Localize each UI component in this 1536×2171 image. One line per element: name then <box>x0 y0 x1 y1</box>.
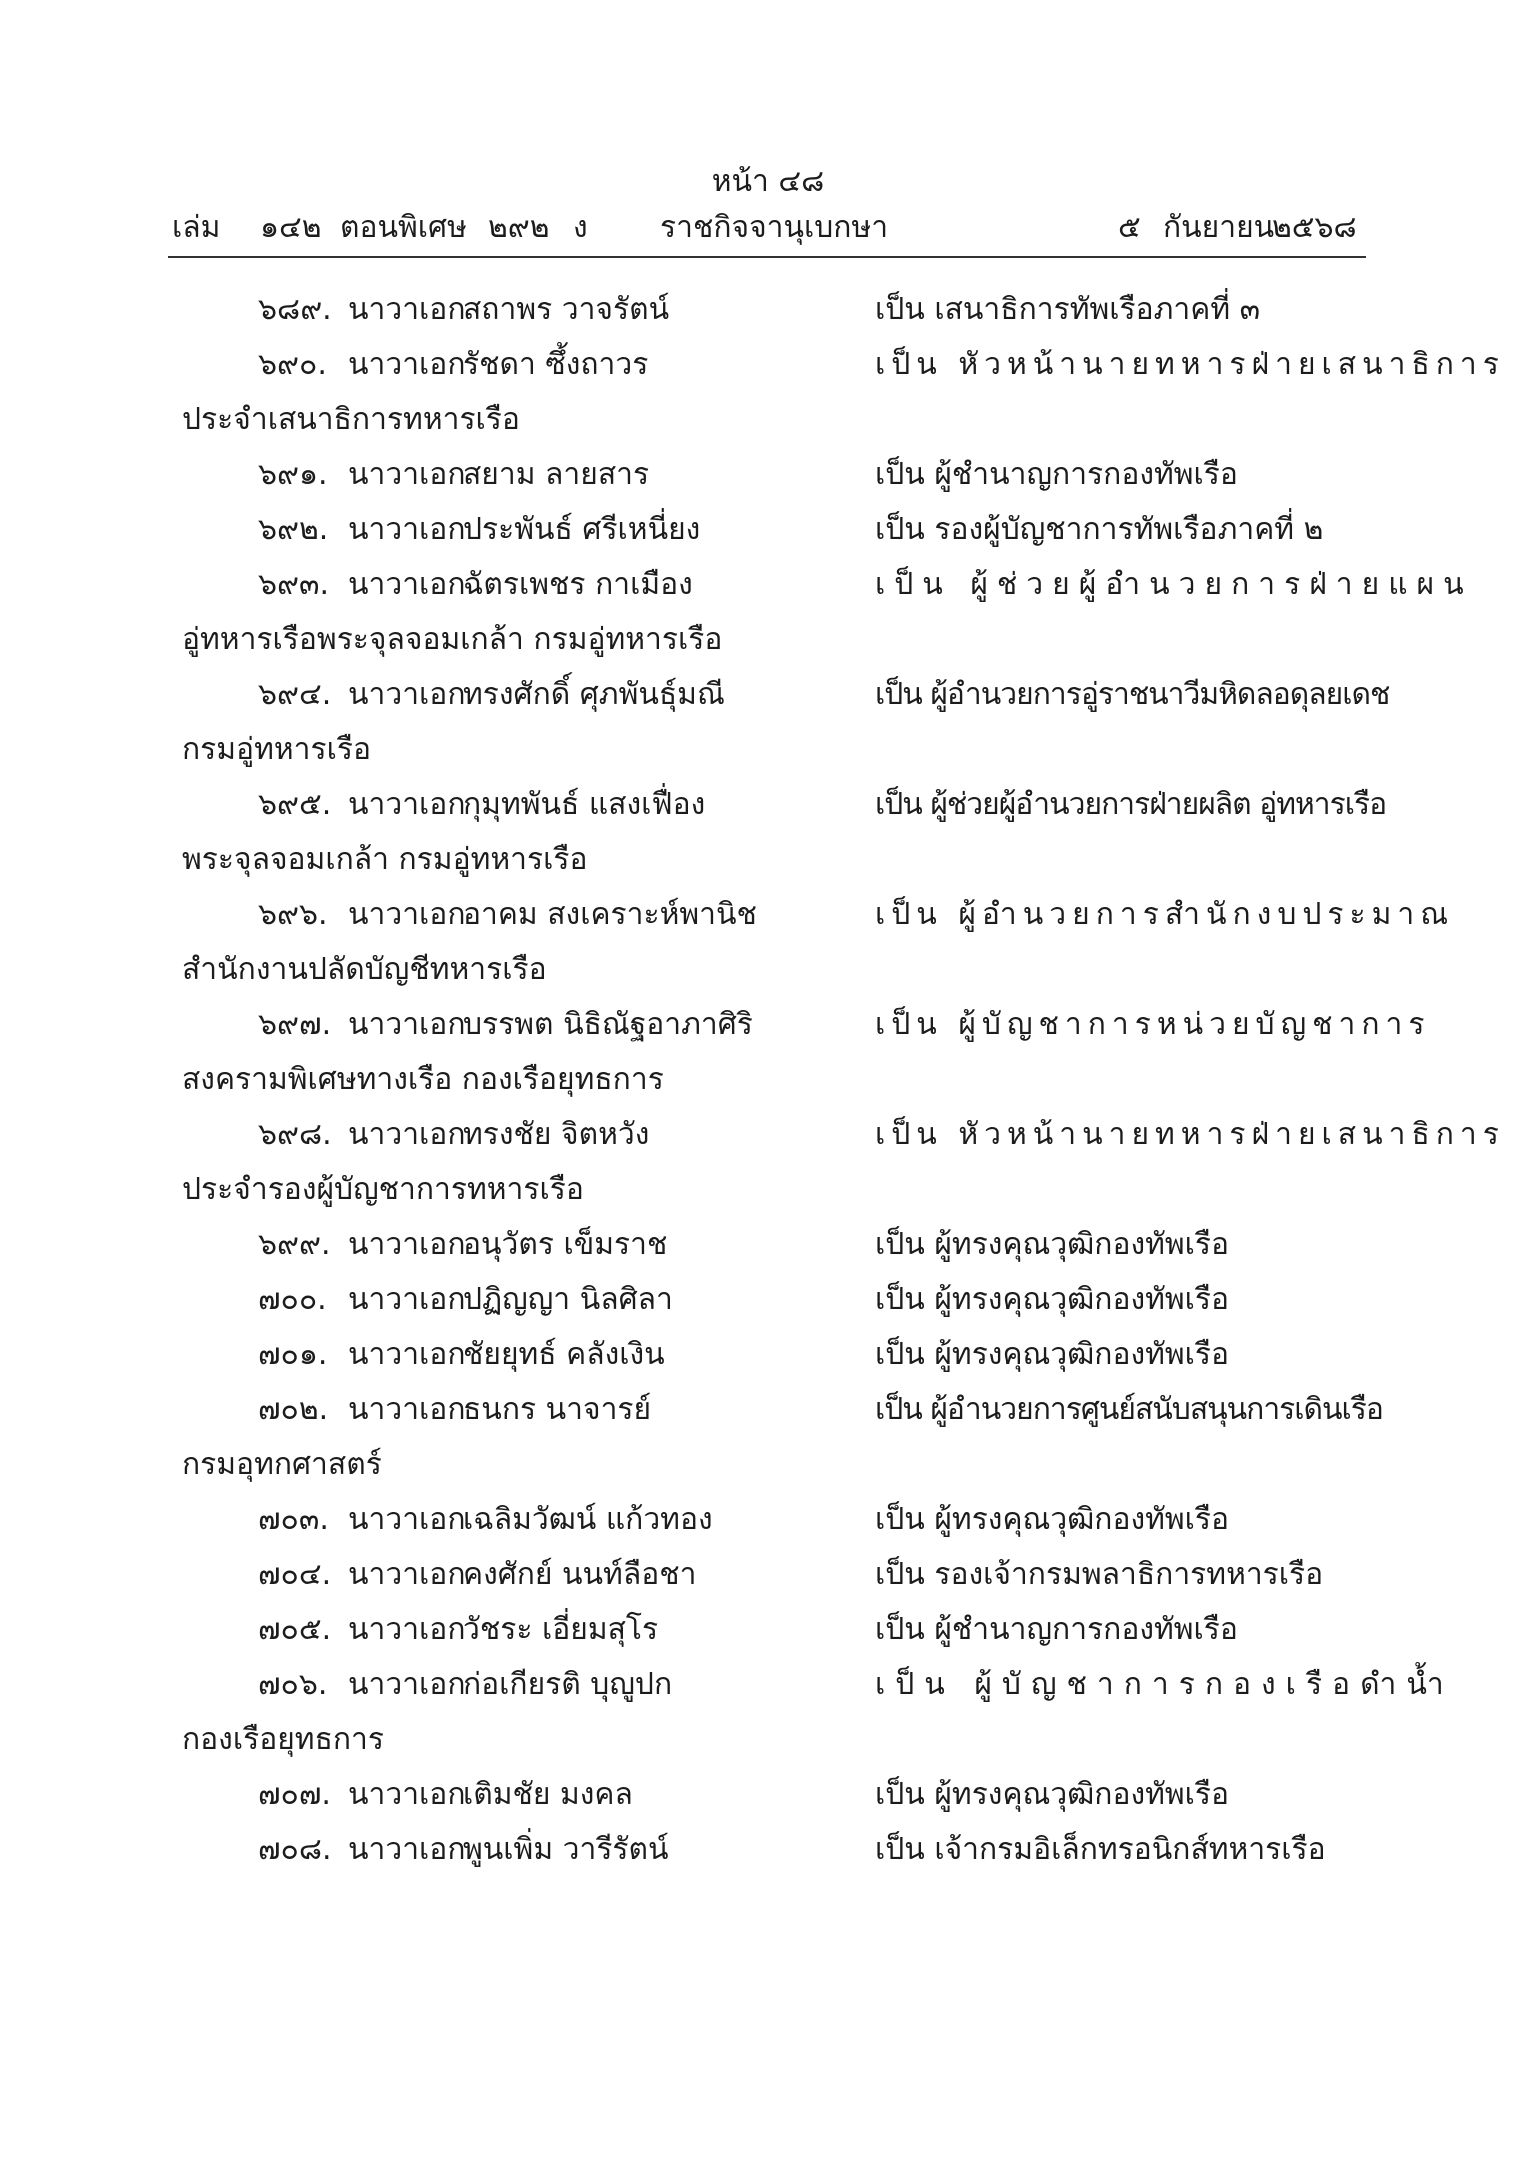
entry-position: เป็น ผู้ทรงคุณวุฒิกองทัพเรือ <box>875 1227 1230 1262</box>
entry-rank: นาวาเอก <box>348 567 466 602</box>
entry-position: เป็น ผู้ชำนาญการกองทัพเรือ <box>875 457 1238 492</box>
entry-rank: นาวาเอก <box>348 1557 466 1592</box>
entry-position: เป็น ผู้อำนวยการสำนักงบประมาณ <box>875 897 1455 932</box>
entry-rank: นาวาเอก <box>348 457 466 492</box>
entry-rank: นาวาเอก <box>348 1832 466 1867</box>
header-date-month: กันยายน <box>1163 210 1275 245</box>
entry-rank: นาวาเอก <box>348 1667 466 1702</box>
entry-name: ประพันธ์ ศรีเหนี่ยง <box>463 512 701 547</box>
entry-name: วัชระ เอี่ยมสุโร <box>463 1612 659 1647</box>
entry-continuation: อู่ทหารเรือพระจุลจอมเกล้า กรมอู่ทหารเรือ <box>182 622 723 657</box>
entry-position: เป็น รองผู้บัญชาการทัพเรือภาคที่ ๒ <box>875 512 1324 547</box>
entry-name: ทรงศักดิ์ ศุภพันธุ์มณี <box>463 677 725 712</box>
entry-number: ๗๐๔. <box>258 1557 332 1592</box>
entry-name: สถาพร วาจรัตน์ <box>463 292 670 327</box>
entry-name: สยาม ลายสาร <box>463 457 650 492</box>
entry-rank: นาวาเอก <box>348 1282 466 1317</box>
header-date-day: ๕ <box>1118 210 1141 245</box>
entry-number: ๗๐๓. <box>258 1502 329 1537</box>
entry-number: ๖๙๒. <box>258 512 329 547</box>
entry-position: เป็น ผู้ทรงคุณวุฒิกองทัพเรือ <box>875 1777 1230 1812</box>
entry-continuation: สงครามพิเศษทางเรือ กองเรือยุทธการ <box>182 1062 664 1097</box>
entry-number: ๖๙๙. <box>258 1227 331 1262</box>
entry-number: ๖๙๗. <box>258 1007 332 1042</box>
entry-name: ปฏิญญา นิลศิลา <box>463 1282 673 1317</box>
entry-number: ๗๐๕. <box>258 1612 332 1647</box>
entry-rank: นาวาเอก <box>348 1337 466 1372</box>
entry-position: เป็น รองเจ้ากรมพลาธิการทหารเรือ <box>875 1557 1324 1592</box>
entry-number: ๖๙๘. <box>258 1117 332 1152</box>
entry-continuation: กองเรือยุทธการ <box>182 1722 385 1757</box>
entry-rank: นาวาเอก <box>348 1502 466 1537</box>
entry-continuation: พระจุลจอมเกล้า กรมอู่ทหารเรือ <box>182 842 588 877</box>
header-volume-number: ๑๔๒ <box>260 210 322 245</box>
entry-rank: นาวาเอก <box>348 1007 466 1042</box>
entry-number: ๖๘๙. <box>258 292 332 327</box>
entry-continuation: กรมอุทกศาสตร์ <box>182 1447 382 1482</box>
entry-rank: นาวาเอก <box>348 1612 466 1647</box>
entry-number: ๖๙๔. <box>258 677 332 712</box>
entry-position: เป็น ผู้ช่วยผู้อำนวยการฝ่ายผลิต อู่ทหารเรือ <box>875 787 1387 822</box>
header-section: ง <box>573 210 588 245</box>
entry-name: เติมชัย มงคล <box>463 1777 633 1812</box>
entry-position: เป็น ผู้อำนวยการอู่ราชนาวีมหิดลอดุลยเดช <box>875 677 1390 712</box>
entry-name: ทรงชัย จิตหวัง <box>463 1117 650 1152</box>
entry-position: เป็น เสนาธิการทัพเรือภาคที่ ๓ <box>875 292 1261 327</box>
entry-name: บรรพต นิธิณัฐอาภาศิริ <box>463 1007 753 1042</box>
entry-position: เป็น ผู้ทรงคุณวุฒิกองทัพเรือ <box>875 1502 1230 1537</box>
entry-number: ๗๐๘. <box>258 1832 332 1867</box>
entry-rank: นาวาเอก <box>348 1392 466 1427</box>
entry-number: ๗๐๒. <box>258 1392 329 1427</box>
entry-name: อาคม สงเคราะห์พานิช <box>463 897 757 932</box>
entry-rank: นาวาเอก <box>348 512 466 547</box>
entry-number: ๖๙๓. <box>258 567 330 602</box>
entry-position: เป็น เจ้ากรมอิเล็กทรอนิกส์ทหารเรือ <box>875 1832 1326 1867</box>
entry-position: เป็น ผู้บัญชาการกองเรือดำน้ำ <box>875 1667 1454 1702</box>
entry-number: ๖๙๑. <box>258 457 328 492</box>
entry-position: เป็น ผู้ทรงคุณวุฒิกองทัพเรือ <box>875 1337 1230 1372</box>
entry-continuation: กรมอู่ทหารเรือ <box>182 732 371 767</box>
entry-number: ๖๙๐. <box>258 347 327 382</box>
entry-rank: นาวาเอก <box>348 347 466 382</box>
entry-name: คงศักย์ นนท์ลือชา <box>463 1557 697 1592</box>
entry-rank: นาวาเอก <box>348 1227 466 1262</box>
header-divider <box>168 256 1366 258</box>
page-number: หน้า ๔๘ <box>711 164 825 199</box>
entry-continuation: ประจำเสนาธิการทหารเรือ <box>182 402 520 437</box>
entry-rank: นาวาเอก <box>348 897 466 932</box>
entry-number: ๗๐๐. <box>258 1282 327 1317</box>
entry-position: เป็น ผู้บัญชาการหน่วยบัญชาการ <box>875 1007 1431 1042</box>
entry-position: เป็น ผู้ชำนาญการกองทัพเรือ <box>875 1612 1238 1647</box>
entry-position: เป็น หัวหน้านายทหารฝ่ายเสนาธิการ <box>875 347 1505 382</box>
header-issue-label: ตอนพิเศษ <box>340 210 467 245</box>
entry-continuation: ประจำรองผู้บัญชาการทหารเรือ <box>182 1172 584 1207</box>
entry-continuation: สำนักงานปลัดบัญชีทหารเรือ <box>182 952 547 987</box>
header-gazette-title: ราชกิจจานุเบกษา <box>660 210 889 245</box>
entry-name: ธนกร นาจารย์ <box>463 1392 652 1427</box>
header-date-year: ๒๕๖๘ <box>1272 210 1357 245</box>
entry-number: ๗๐๖. <box>258 1667 328 1702</box>
entry-rank: นาวาเอก <box>348 1117 466 1152</box>
entry-position: เป็น หัวหน้านายทหารฝ่ายเสนาธิการ <box>875 1117 1505 1152</box>
entry-position: เป็น ผู้อำนวยการศูนย์สนับสนุนการเดินเรือ <box>875 1392 1383 1427</box>
entry-name: พูนเพิ่ม วารีรัตน์ <box>463 1832 669 1867</box>
entry-name: กุมุทพันธ์ แสงเฟื่อง <box>463 787 706 822</box>
entry-name: ชัยยุทธ์ คลังเงิน <box>463 1337 665 1372</box>
header-issue-number: ๒๙๒ <box>488 210 550 245</box>
entry-name: ก่อเกียรติ บุญูปก <box>463 1667 673 1702</box>
entry-number: ๖๙๖. <box>258 897 328 932</box>
header-volume-label: เล่ม <box>172 210 221 245</box>
entry-number: ๗๐๑. <box>258 1337 328 1372</box>
entry-rank: นาวาเอก <box>348 292 466 327</box>
entry-name: รัชดา ซึ้งถาวร <box>463 347 649 382</box>
entry-name: อนุวัตร เข็มราช <box>463 1227 668 1262</box>
entry-rank: นาวาเอก <box>348 1777 466 1812</box>
entry-name: เฉลิมวัฒน์ แก้วทอง <box>463 1502 713 1537</box>
entry-position: เป็น ผู้ช่วยผู้อำนวยการฝ่ายแผน <box>875 567 1473 602</box>
entry-position: เป็น ผู้ทรงคุณวุฒิกองทัพเรือ <box>875 1282 1230 1317</box>
entry-rank: นาวาเอก <box>348 787 466 822</box>
entry-number: ๖๙๕. <box>258 787 332 822</box>
entry-number: ๗๐๗. <box>258 1777 331 1812</box>
entry-name: ฉัตรเพชร กาเมือง <box>463 567 693 602</box>
entry-rank: นาวาเอก <box>348 677 466 712</box>
